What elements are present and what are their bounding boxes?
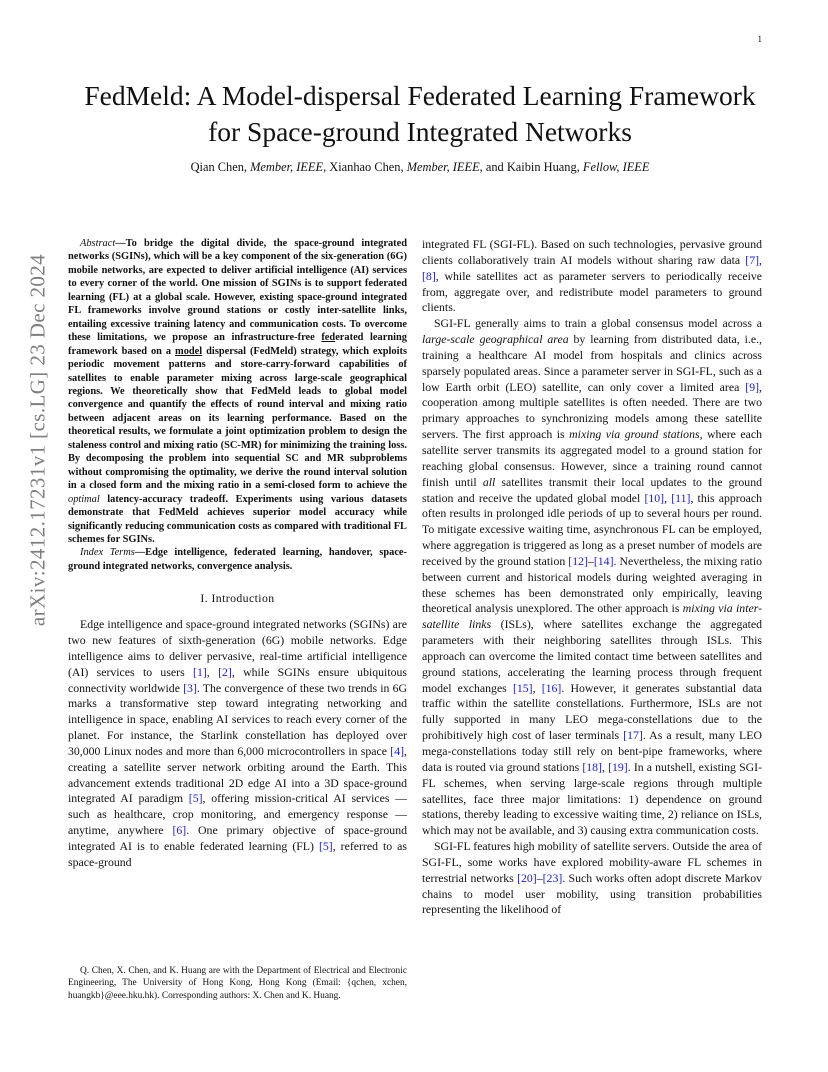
citation-link[interactable]: [6] xyxy=(172,823,187,838)
body-text: (ISLs), where satellites exchange the aggregated parameters with their neighboring satellites through ISLs. This approach can overcome the limited contact time between satellites and ground stations, accelerating the learning process through frequent model exchanges xyxy=(422,617,762,695)
citation-link[interactable]: [9] xyxy=(745,379,760,394)
abstract-underline: model xyxy=(175,345,203,357)
body-text: SGI-FL generally aims to train a global consensus model across a xyxy=(434,316,762,331)
body-text: , xyxy=(759,252,762,267)
body-text: , xyxy=(206,664,219,679)
body-text: . One primary objective of space-ground integrated AI is to enable federated learning (FL) xyxy=(68,823,407,853)
citation-link[interactable]: [4] xyxy=(390,743,405,758)
abstract-label: Abstract xyxy=(80,238,116,249)
citation-link[interactable]: [5] xyxy=(188,791,203,806)
body-text: . In a nutshell, existing SGI-FL schemes, when serving large-scale regions through multiple satellites, face three major limitations: 1) dependence on ground stations, thereby leading to excessive waiting time, 2) reliance on ISLs, which may not be available, and 3) causing extra communication costs. xyxy=(422,759,763,838)
body-text: SGI-FL features high mobility of satellite servers. Outside the area of SGI-FL, some works have explored mobility-aware FL schemes in terrestrial networks xyxy=(422,839,762,885)
abstract xyxy=(68,237,407,546)
citation-link[interactable]: [14] xyxy=(593,553,614,568)
body-text: , cooperation among multiple satellites is often needed. There are two primary approaches to synchronizing models among these satellite servers. The first approach is xyxy=(422,379,762,442)
body-text: . The convergence of these two trends in 6G marks a transformative step toward integrating networking and intelligence in space, enabling AI services to reach every corner of the planet. For instance, the Starlink constellation has deployed over 30,000 Linux nodes and more than 6,000 microcontrollers in space xyxy=(68,680,407,758)
section-heading: I. Introduction xyxy=(200,591,275,606)
body-text: , offering mission-critical AI services — such as healthcare, crop monitoring, and emergency response — anytime, anywhere xyxy=(68,791,408,838)
emphasized-text: large-scale geographical area xyxy=(422,332,569,347)
author-name: Qian Chen, xyxy=(190,160,247,174)
author-separator: , and xyxy=(479,160,507,174)
arxiv-id-text: arXiv:2412.17231v1 [cs.LG] 23 Dec 2024 xyxy=(25,253,50,627)
body-text: , this approach often results in prolonged idle periods of up to several hours per round. To mitigate excessive waiting time, asynchronous FL can be employed, where aggregation is triggered as long as a preset number of models are received by the ground station xyxy=(422,490,762,568)
body-text: – xyxy=(536,870,543,885)
abstract-text: dispersal (FedMeld) strategy, which exploits periodic movement patterns and store-carry-forward capabilities of satellites to enable parameter mixing across large-scale geographical regions. We theoretically show that FedMeld leads to global model convergence and quantify the effects of round interval and mixing ratio between adjacent areas on its learning performance. Based on the theoretical results, we formulate a joint optimization problem to design the staleness control and mixing ratio (SC-MR) for minimizing the training loss. By decomposing the problem into sequential SC and MR subproblems without compromising the optimality, we derive the round interval solution in a closed form and the mixing ratio in a semi-closed form to achieve the xyxy=(68,345,407,492)
intro-paragraph-right-3 xyxy=(422,839,762,918)
citation-link[interactable]: [20] xyxy=(517,870,537,885)
author-name: Xianhao Chen, xyxy=(329,160,404,174)
citation-link[interactable]: [5] xyxy=(318,838,333,853)
body-text: . Such works often adopt discrete Markov chains to model user mobility, using transition probabilities representing the likelihood of xyxy=(422,870,762,917)
author-affiliation-footnote xyxy=(68,965,407,1002)
citation-link[interactable]: [1] xyxy=(193,664,207,679)
citation-link[interactable]: [11] xyxy=(671,490,691,505)
body-text: . As a result, many LEO mega-constellations today still rely on bent-pipe frameworks, where data is routed via ground stations xyxy=(422,728,762,774)
citation-link[interactable]: [3] xyxy=(183,680,197,695)
abstract-italic: optimal xyxy=(68,493,100,505)
author-separator: , xyxy=(323,160,330,174)
intro-paragraph-right-2 xyxy=(422,316,762,839)
body-text: , xyxy=(664,490,672,505)
body-text: , while SGINs ensure ubiquitous connectivity worldwide xyxy=(68,664,407,695)
citation-link[interactable]: [10] xyxy=(644,490,665,505)
left-column xyxy=(68,237,407,871)
right-column xyxy=(422,237,762,918)
body-text: integrated FL (SGI-FL). Based on such technologies, pervasive ground clients collaboratively train AI models without sharing raw data xyxy=(422,237,762,267)
body-text: , while satellites act as parameter servers to periodically receive from, aggregate over, and redistribute model parameters to ground clients. xyxy=(422,268,762,315)
body-text: . Nevertheless, the mixing ratio between current and historical models during weighted averaging in these schemes has been demonstrated only empirically, leaving theoretical analysis unexplored. The other approach is xyxy=(422,553,763,616)
citation-link[interactable]: [15] xyxy=(512,680,533,695)
citation-link[interactable]: [8] xyxy=(422,268,436,283)
citation-link[interactable]: [16] xyxy=(541,680,562,695)
body-text: , xyxy=(532,680,542,695)
citation-link[interactable]: [2] xyxy=(218,664,232,679)
citation-link[interactable]: [23] xyxy=(542,870,563,885)
arxiv-identifier-stamp xyxy=(9,170,67,710)
author-role: Member, IEEE xyxy=(406,160,480,174)
abstract-underline: fed xyxy=(321,332,336,344)
author-role: Fellow, IEEE xyxy=(582,160,650,174)
body-text: satellites transmit their local updates to the ground station and receive the updated global model xyxy=(422,474,763,505)
footnote-text: Q. Chen, X. Chen, and K. Huang are with the Department of Electrical and Electronic Engineering, The University of Hong Kong, Hong Kong (Email: {qchen, xchen, huangkb}@eee.hku.hk). Corresponding authors: X. Chen and K. Huang. xyxy=(68,966,407,1001)
intro-paragraph-right-1 xyxy=(422,237,762,316)
author-role: Member, IEEE xyxy=(250,160,324,174)
emphasized-text: all xyxy=(482,474,496,489)
body-text: Edge intelligence and space-ground integrated networks (SGINs) are two new features of sixth-generation (6G) mobile networks. Edge intelligence aims to deliver pervasive, real-time artificial intelligence (AI) services to users xyxy=(68,617,407,679)
index-terms-text: —Edge intelligence, federated learning, handover, space-ground integrated networks, convergence analysis. xyxy=(68,547,408,572)
citation-link[interactable]: [18] xyxy=(582,759,602,774)
body-text: , referred to as space-ground xyxy=(68,838,407,869)
body-text: , creating a satellite server network orbiting around the Earth. This advancement extends traditional 2D edge AI into a 3D space-ground integrated AI paradigm xyxy=(68,743,407,806)
citation-link[interactable]: [7] xyxy=(745,252,760,267)
citation-link[interactable]: [12] xyxy=(568,553,588,568)
index-terms xyxy=(68,546,407,573)
abstract-text: erated learning framework based on a xyxy=(68,332,407,357)
body-text: , where each satellite server transmits its aggregated model to a ground station for reaching global consensus. However, since a training round cannot finish until xyxy=(422,427,762,489)
author-name: Kaibin Huang, xyxy=(506,160,580,174)
author-line xyxy=(70,160,770,175)
citation-link[interactable]: [17] xyxy=(623,728,643,743)
body-text: , xyxy=(601,759,609,774)
body-text: – xyxy=(587,553,594,568)
abstract-text: latency-accuracy tradeoff. Experiments using various datasets demonstrate that FedMeld achieves superior model accuracy while significantly reducing communication costs as compared with traditional FL schemes for SGINs. xyxy=(68,493,407,545)
abstract-text: —To bridge the digital divide, the space-ground integrated networks (SGINs), which will be a key component of the six-generation (6G) mobile networks, are expected to deliver artificial intelligence (AI) services to every corner of the world. One mission of SGINs is to support federated learning (FL) at a global scale. However, existing space-ground integrated FL frameworks involve ground stations or costly inter-satellite links, entailing excessive training latency and communication costs. To overcome these limitations, we propose an infrastructure-free xyxy=(68,238,407,344)
emphasized-text: mixing via ground stations xyxy=(569,427,700,442)
body-text: by learning from distributed data, i.e., training a healthcare AI model from hospitals and clinics across sparsely populated areas. Since a parameter server in SGI-FL, such as a low Earth orbit (LEO) satellite, can only cover a limited area xyxy=(422,332,762,394)
paper-title: FedMeld: A Model-dispersal Federated Learning Framework for Space-ground Integrated Networks xyxy=(84,80,756,147)
intro-paragraph-left xyxy=(68,617,407,871)
citation-link[interactable]: [19] xyxy=(608,759,628,774)
emphasized-text: mixing via inter-satellite links xyxy=(422,601,762,632)
index-terms-label: Index Terms xyxy=(80,547,135,559)
page-number: 1 xyxy=(757,34,762,44)
body-text: . However, it generates substantial data traffic within the satellite constellations. Furthermore, ISLs are not fully supported in many LEO mega-constellations due to the prohibitively high cost of laser terminals xyxy=(422,680,763,743)
